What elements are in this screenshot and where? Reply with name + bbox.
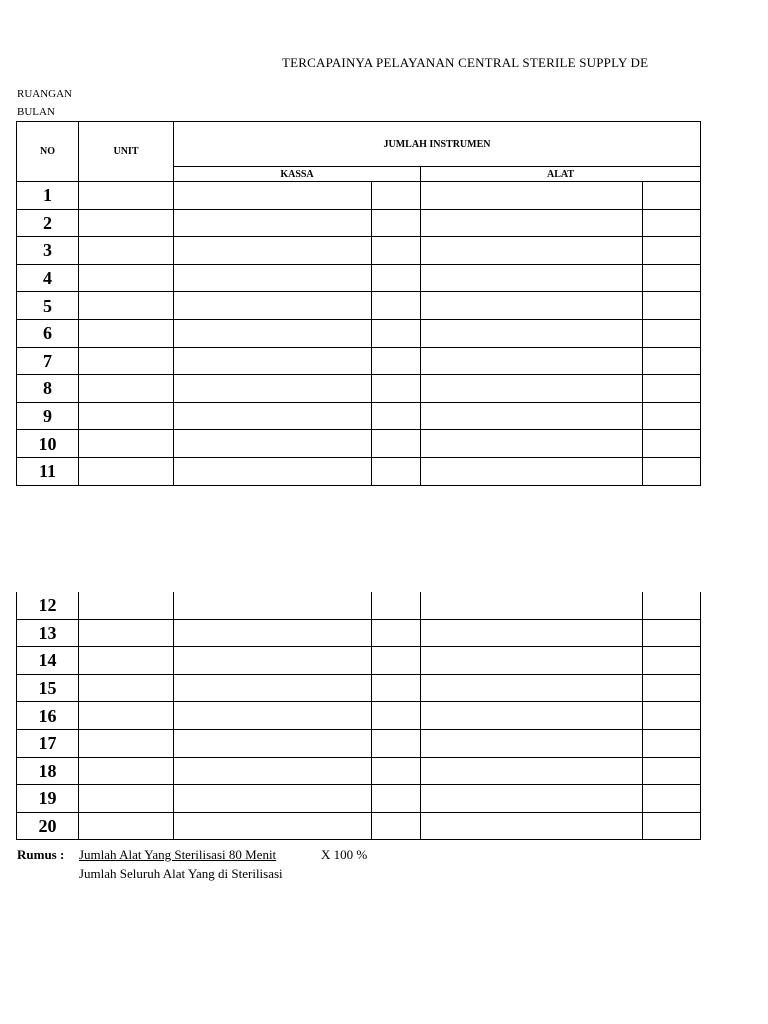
table-cell	[174, 402, 372, 430]
table-cell	[79, 812, 174, 840]
table-cell	[79, 592, 174, 619]
table-cell	[421, 319, 643, 347]
table-cell	[421, 812, 643, 840]
ruangan-label: RUANGAN	[17, 88, 72, 100]
table-cell	[643, 647, 701, 675]
table-cell	[421, 592, 643, 619]
table-cell	[174, 592, 372, 619]
row-number: 6	[17, 319, 79, 347]
formula-label: Rumus :	[17, 847, 65, 862]
table-cell	[643, 757, 701, 785]
table-cell	[643, 812, 701, 840]
table-cell	[174, 729, 372, 757]
table-cell	[421, 674, 643, 702]
table-cell	[174, 619, 372, 647]
table-cell	[421, 182, 643, 210]
row-number: 18	[17, 757, 79, 785]
table-row	[17, 592, 701, 619]
table-cell	[372, 812, 421, 840]
table-cell	[79, 457, 174, 485]
table-cell	[372, 457, 421, 485]
table-cell	[421, 647, 643, 675]
header-kassa: KASSA	[174, 167, 421, 182]
header-jumlah-instrumen: JUMLAH INSTRUMEN	[174, 122, 701, 167]
row-number: 14	[17, 647, 79, 675]
table-cell	[421, 347, 643, 375]
table-cell	[174, 264, 372, 292]
table-row	[17, 375, 701, 403]
table-cell	[421, 264, 643, 292]
table-cell	[643, 457, 701, 485]
table-cell	[372, 785, 421, 813]
row-number: 4	[17, 264, 79, 292]
table-cell	[643, 430, 701, 458]
table-cell	[79, 785, 174, 813]
header-alat: ALAT	[421, 167, 701, 182]
table-cell	[421, 757, 643, 785]
table-cell	[372, 264, 421, 292]
table-cell	[643, 347, 701, 375]
formula-denominator: Jumlah Seluruh Alat Yang di Sterilisasi	[79, 866, 283, 881]
table-cell	[643, 319, 701, 347]
table-cell	[643, 182, 701, 210]
table-cell	[421, 237, 643, 265]
table-row	[17, 702, 701, 730]
bulan-label: BULAN	[17, 106, 55, 118]
table-cell	[643, 619, 701, 647]
table-cell	[174, 647, 372, 675]
table-cell	[421, 430, 643, 458]
table-cell	[372, 209, 421, 237]
table-cell	[372, 375, 421, 403]
row-number: 20	[17, 812, 79, 840]
table-cell	[372, 347, 421, 375]
table-cell	[174, 347, 372, 375]
table-cell	[79, 647, 174, 675]
table-cell	[79, 347, 174, 375]
instrument-table-lower	[16, 592, 701, 840]
table-cell	[79, 402, 174, 430]
header-unit: UNIT	[79, 122, 174, 182]
table-cell	[421, 292, 643, 320]
table-cell	[79, 292, 174, 320]
table-cell	[79, 264, 174, 292]
row-number: 16	[17, 702, 79, 730]
table-cell	[372, 729, 421, 757]
table-cell	[79, 619, 174, 647]
table-cell	[372, 182, 421, 210]
table-cell	[643, 785, 701, 813]
table-cell	[372, 430, 421, 458]
table-cell	[372, 292, 421, 320]
row-number: 13	[17, 619, 79, 647]
table-cell	[372, 647, 421, 675]
table-cell	[174, 812, 372, 840]
table-cell	[421, 785, 643, 813]
row-number: 5	[17, 292, 79, 320]
formula-numerator: Jumlah Alat Yang Sterilisasi 80 Menit	[79, 847, 277, 862]
table-cell	[643, 729, 701, 757]
row-number: 11	[17, 457, 79, 485]
table-cell	[421, 729, 643, 757]
row-number: 12	[17, 592, 79, 619]
table-cell	[174, 319, 372, 347]
table-cell	[643, 702, 701, 730]
table-cell	[421, 702, 643, 730]
table-cell	[372, 402, 421, 430]
row-number: 8	[17, 375, 79, 403]
table-cell	[174, 757, 372, 785]
table-row	[17, 347, 701, 375]
table-row	[17, 182, 701, 210]
table-cell	[174, 209, 372, 237]
document-title: TERCAPAINYA PELAYANAN CENTRAL STERILE SUPPLY DE	[282, 55, 649, 70]
table-cell	[79, 237, 174, 265]
table-cell	[79, 375, 174, 403]
table-cell	[174, 430, 372, 458]
table-row	[17, 264, 701, 292]
row-number: 2	[17, 209, 79, 237]
row-number: 7	[17, 347, 79, 375]
table-cell	[372, 674, 421, 702]
table-cell	[79, 757, 174, 785]
row-number: 17	[17, 729, 79, 757]
table-cell	[174, 237, 372, 265]
table-row	[17, 785, 701, 813]
table-cell	[79, 182, 174, 210]
table-cell	[174, 292, 372, 320]
table-cell	[372, 619, 421, 647]
table-row	[17, 647, 701, 675]
table-row	[17, 812, 701, 840]
table-row	[17, 729, 701, 757]
table-cell	[421, 402, 643, 430]
row-number: 9	[17, 402, 79, 430]
table-cell	[643, 292, 701, 320]
table-cell	[421, 209, 643, 237]
table-cell	[372, 319, 421, 347]
table-cell	[643, 264, 701, 292]
table-cell	[421, 457, 643, 485]
table-cell	[174, 702, 372, 730]
table-row	[17, 757, 701, 785]
table-cell	[421, 375, 643, 403]
table-row	[17, 237, 701, 265]
row-number: 15	[17, 674, 79, 702]
table-row	[17, 209, 701, 237]
table-cell	[174, 457, 372, 485]
table-row	[17, 674, 701, 702]
table-cell	[79, 209, 174, 237]
table-cell	[643, 375, 701, 403]
table-cell	[174, 674, 372, 702]
table-cell	[79, 729, 174, 757]
instrument-table-upper	[16, 121, 701, 486]
table-cell	[79, 319, 174, 347]
formula-multiplier: X 100 %	[321, 847, 368, 862]
table-cell	[79, 674, 174, 702]
row-number: 19	[17, 785, 79, 813]
table-row	[17, 457, 701, 485]
table-cell	[643, 209, 701, 237]
table-cell	[643, 592, 701, 619]
row-number: 1	[17, 182, 79, 210]
table-row	[17, 619, 701, 647]
table-cell	[79, 702, 174, 730]
table-cell	[643, 402, 701, 430]
table-cell	[372, 757, 421, 785]
table-cell	[79, 430, 174, 458]
table-cell	[372, 237, 421, 265]
table-row	[17, 319, 701, 347]
row-number: 10	[17, 430, 79, 458]
table-cell	[174, 375, 372, 403]
table-cell	[174, 182, 372, 210]
table-row	[17, 402, 701, 430]
table-cell	[372, 702, 421, 730]
table-cell	[643, 237, 701, 265]
table-cell	[643, 674, 701, 702]
table-row	[17, 292, 701, 320]
table-row	[17, 430, 701, 458]
table-cell	[174, 785, 372, 813]
row-number: 3	[17, 237, 79, 265]
table-cell	[421, 619, 643, 647]
table-cell	[372, 592, 421, 619]
header-no: NO	[17, 122, 79, 182]
